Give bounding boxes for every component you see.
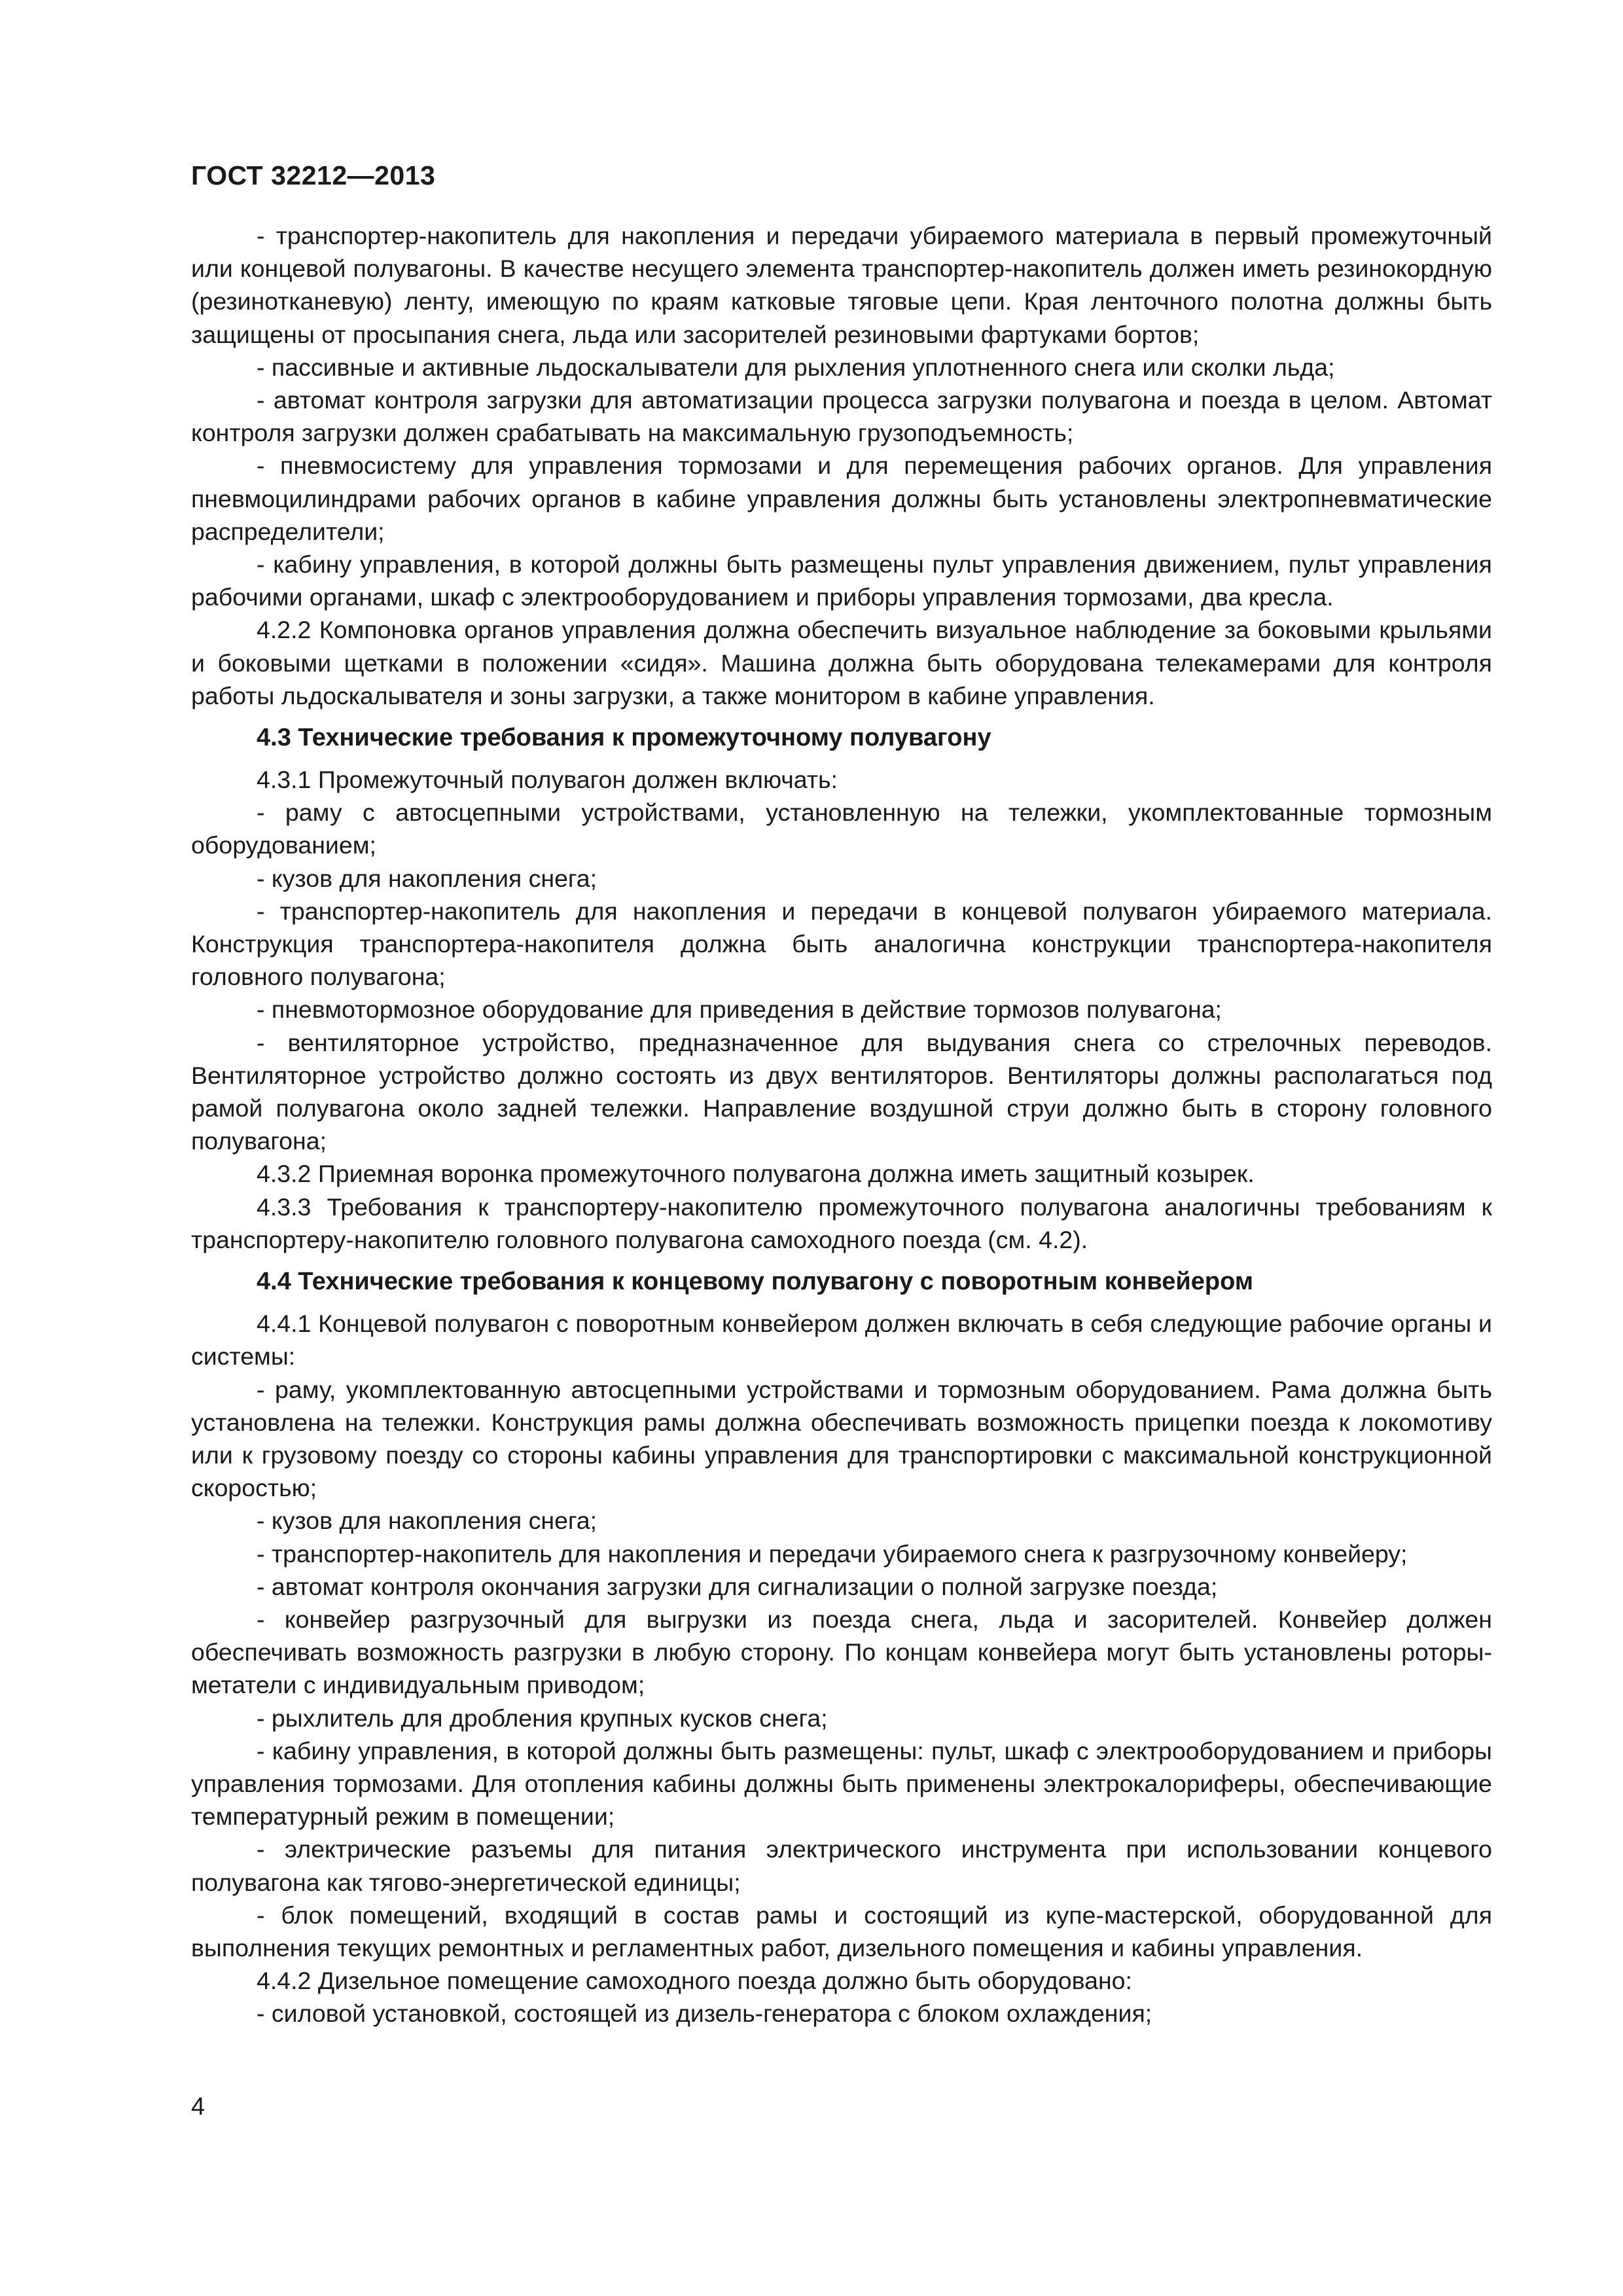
paragraph: - кабину управления, в которой должны быть размещены пульт управления движением, пульт управления рабочими органами, шкаф с электрооборудованием и приборы управления тормозами, два кресла. <box>191 550 1492 611</box>
paragraph: - вентиляторное устройство, предназначенное для выдувания снега со стрелочных переводов. Вентиляторное устройство должно состоять из двух вентиляторов. Вентиляторы должны располагаться под рамой полувагона около задней тележки. Направление воздушной струи должно быть в сторону головного полувагона; <box>191 1028 1492 1155</box>
paragraph: - раму с автосцепными устройствами, установленную на тележки, укомплектованные тормозным оборудованием; <box>191 798 1492 859</box>
paragraph: - пассивные и активные льдоскалыватели для рыхления уплотненного снега или сколки льда; <box>257 353 1335 381</box>
paragraph: - кузов для накопления снега; <box>257 1507 597 1535</box>
paragraph: - конвейер разгрузочный для выгрузки из поезда снега, льда и засорителей. Конвейер должен обеспечивать возможность разгрузки в любую сторону. По концам конвейера могут быть установлены роторы-метатели с индивидуальным приводом; <box>191 1605 1492 1699</box>
paragraph: - электрические разъемы для питания электрического инструмента при использовании концевого полувагона как тягово-энергетической единицы; <box>191 1835 1492 1896</box>
paragraph: 4.4.2 Дизельное помещение самоходного поезда должно быть оборудовано: <box>257 1967 1132 1995</box>
paragraph: - кабину управления, в которой должны быть размещены: пульт, шкаф с электрооборудованием и приборы управления тормозами. Для отопления кабины должны быть применены электрокалориферы, обеспечивающие температурный режим в помещении; <box>191 1736 1492 1831</box>
paragraph: - пневмотормозное оборудование для приведения в действие тормозов полувагона; <box>257 996 1222 1024</box>
paragraph: 4.2.2 Компоновка органов управления должна обеспечить визуальное наблюдение за боковыми крыльями и боковыми щетками в положении «сидя». Машина должна быть оборудована телекамерами для контроля работы льдоскалывателя и зоны загрузки, а также монитором в кабине управления. <box>191 616 1492 709</box>
page-number: 4 <box>191 2093 205 2121</box>
paragraph: 4.3.2 Приемная воронка промежуточного полувагона должна иметь защитный козырек. <box>257 1160 1255 1188</box>
paragraph: - рыхлитель для дробления крупных кусков снега; <box>257 1704 828 1732</box>
paragraph: - кузов для накопления снега; <box>257 864 597 892</box>
document-body <box>191 219 1492 2030</box>
paragraph: - автомат контроля окончания загрузки для сигнализации о полной загрузке поезда; <box>257 1572 1218 1600</box>
paragraph: - транспортер-накопитель для накопления и передачи убираемого материала в первый промежуточный или концевой полувагоны. В качестве несущего элемента транспортер-накопитель должен иметь резинокордную (резинотканевую) ленту, имеющую по краям катковые тяговые цепи. Края ленточного полотна должны быть защищены от просыпания снега, льда или засорителей резиновыми фартуками бортов; <box>191 222 1492 348</box>
document-code-header: ГОСТ 32212—2013 <box>191 160 436 190</box>
paragraph: - транспортер-накопитель для накопления и передачи в концевой полувагон убираемого материала. Конструкция транспортера-накопителя должна быть аналогична конструкции транспортера-накопителя головного полувагона; <box>191 897 1492 991</box>
section-heading-4-3: 4.3 Технические требования к промежуточному полувагону <box>257 724 991 752</box>
paragraph: - пневмосистему для управления тормозами и для перемещения рабочих органов. Для управления пневмоцилиндрами рабочих органов в кабине управления должны быть установлены электропневматические распределители; <box>191 452 1492 545</box>
section-heading-4-4: 4.4 Технические требования к концевому полувагону с поворотным конвейером <box>257 1268 1253 1296</box>
paragraph: 4.3.3 Требования к транспортеру-накопителю промежуточного полувагона аналогичны требованиям к транспортеру-накопителю головного полувагона самоходного поезда (см. 4.2). <box>191 1193 1492 1253</box>
paragraph: - раму, укомплектованную автосцепными устройствами и тормозным оборудованием. Рама должна быть установлена на тележки. Конструкция рамы должна обеспечивать возможность прицепки поезда к локомотиву или к грузовому поезду со стороны кабины управления для транспортировки с максимальной конструкционной скоростью; <box>191 1375 1492 1502</box>
paragraph: - блок помещений, входящий в состав рамы и состоящий из купе-мастерской, оборудованной для выполнения текущих ремонтных и регламентных работ, дизельного помещения и кабины управления. <box>191 1901 1492 1962</box>
paragraph: 4.4.1 Концевой полувагон с поворотным конвейером должен включать в себя следующие рабочие органы и системы: <box>191 1310 1492 1371</box>
paragraph: - автомат контроля загрузки для автоматизации процесса загрузки полувагона и поезда в целом. Автомат контроля загрузки должен срабатывать на максимальную грузоподъемность; <box>191 386 1492 447</box>
paragraph: 4.3.1 Промежуточный полувагон должен включать: <box>257 766 838 794</box>
paragraph: - силовой установкой, состоящей из дизель-генератора с блоком охлаждения; <box>257 2000 1152 2028</box>
paragraph: - транспортер-накопитель для накопления и передачи убираемого снега к разгрузочному конвейеру; <box>257 1539 1408 1568</box>
